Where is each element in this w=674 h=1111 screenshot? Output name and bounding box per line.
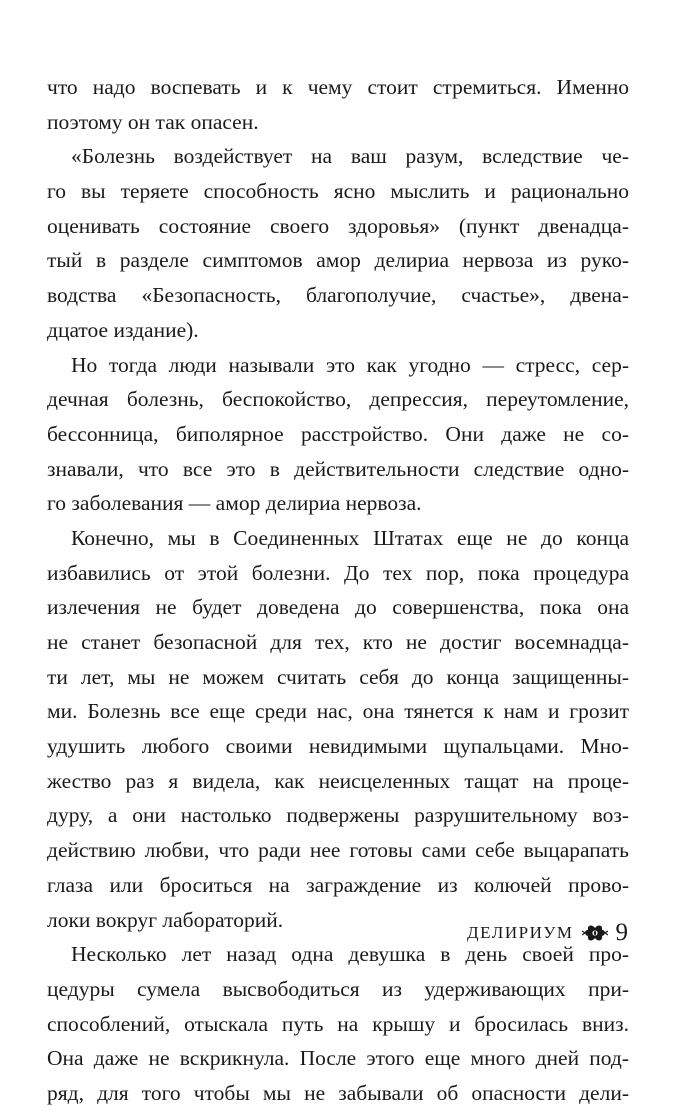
text-line: что надо воспевать и к чему стоит стремиться. Именно xyxy=(47,75,629,99)
text-line: не станет безопасной для тех, кто не достиг восемнадца- xyxy=(47,630,629,654)
text-line: го вы теряете способность ясно мыслить и рационально xyxy=(47,179,629,204)
text-line: бессонница, биполярное расстройство. Они даже не со- xyxy=(47,421,629,446)
text-line: оценивать состояние своего здоровья» (пункт двенадца- xyxy=(47,213,629,238)
text-line: «Болезнь воздействует на ваш разум, вследствие че- xyxy=(71,144,629,169)
text-line: знавали, что все это в действительности следствие одно- xyxy=(47,456,629,481)
text-line: Но тогда люди называли это как угодно — стресс, сер- xyxy=(71,352,629,377)
text-line: дечная болезнь, беспокойство, депрессия, переутомление, xyxy=(47,387,629,412)
text-line: действию любви, что ради нее готовы сами себе выцарапать xyxy=(47,838,629,863)
text-line: избавились от этой болезни. До тех пор, пока процедура xyxy=(47,560,629,585)
text-line: излечения не будет доведена до совершенства, пока она xyxy=(47,595,629,620)
text-line: поэтому он так опасен. xyxy=(47,109,259,134)
text-line: водства «Безопасность, благополучие, счастье», двена- xyxy=(47,283,629,308)
text-line: цедуры сумела высвободиться из удерживающих при- xyxy=(47,976,629,1001)
body-text xyxy=(47,70,629,1111)
text-line: ми. Болезнь все еще среди нас, она тянется к нам и грозит xyxy=(47,699,629,724)
text-line: Она даже не вскрикнула. После этого еще много дней под- xyxy=(47,1046,629,1071)
text-line: Конечно, мы в Соединенных Штатах еще не до конца xyxy=(71,525,629,550)
text-line: локи вокруг лабораторий. xyxy=(47,907,284,932)
text-line: жество раз я видела, как неисцеленных тащат на проце- xyxy=(47,768,629,793)
text-line: удушить любого своими невидимыми щупальцами. Мно- xyxy=(47,734,629,759)
text-line: Несколько лет назад одна девушка в день своей про- xyxy=(71,942,629,967)
text-line: ряд, для того чтобы мы не забывали об опасности дели- xyxy=(47,1080,629,1105)
running-footer xyxy=(467,916,628,950)
text-line: глаза или броситься на заграждение из колючей прово- xyxy=(47,872,629,897)
page-number: 9 xyxy=(615,919,628,946)
text-line: тый в разделе симптомов амор делириа нервоза из руко- xyxy=(47,248,629,273)
text-line: ти лет, мы не можем считать себя до конца защищенны- xyxy=(47,664,629,689)
book-title: ДЕЛИРИУМ xyxy=(467,923,574,942)
text-line: дуру, а они настолько подвержены разрушительному воз- xyxy=(47,803,629,828)
text-line: го заболевания — амор делириа нервоза. xyxy=(47,491,422,516)
text-line: способлений, отыскала путь на крышу и бросилась вниз. xyxy=(47,1011,629,1036)
text-line: дцатое издание). xyxy=(47,317,199,342)
rose-ornament-icon xyxy=(582,922,608,944)
